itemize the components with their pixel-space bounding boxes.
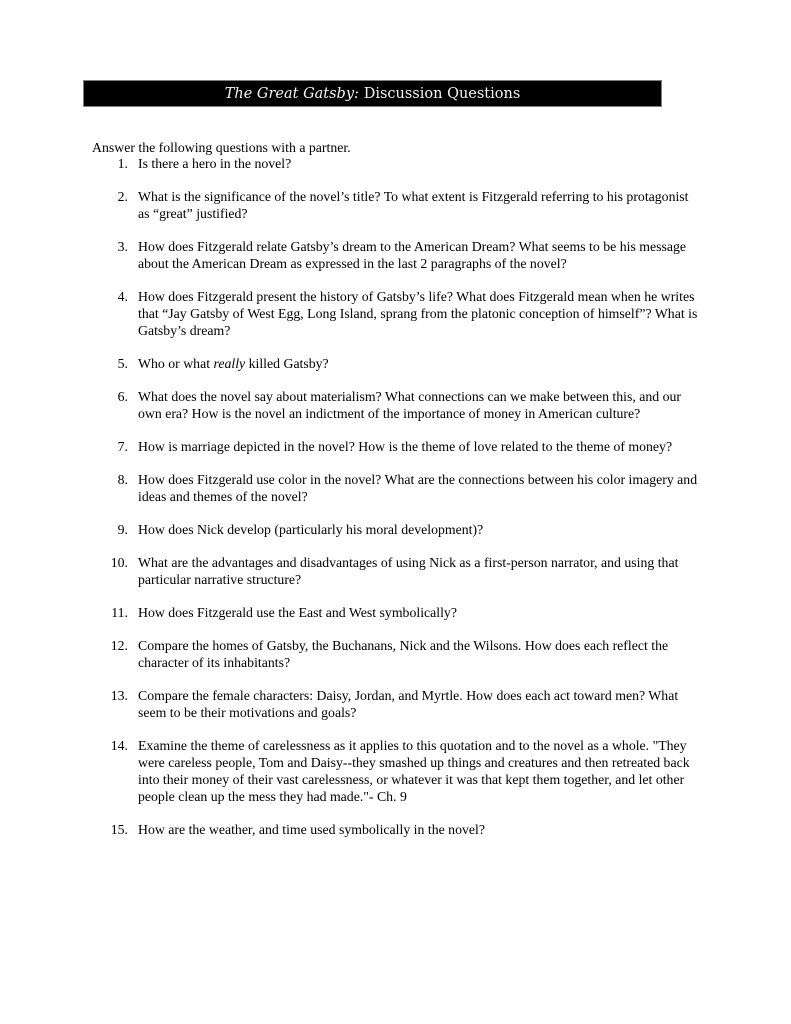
question-item xyxy=(0,521,700,538)
question-item xyxy=(0,687,700,721)
question-text: How does Fitzgerald relate Gatsby’s dream to the American Dream? What seems to be his message about the American Dream as expressed in the last 2 paragraphs of the novel? xyxy=(138,239,687,271)
question-number: 1. xyxy=(117,156,128,171)
question-number: 5. xyxy=(117,356,128,371)
question-number: 7. xyxy=(117,439,128,454)
question-text: How is marriage depicted in the novel? How is the theme of love related to the theme of money? xyxy=(138,439,673,454)
question-number: 2. xyxy=(117,189,128,204)
question-text: Who or what really killed Gatsby? xyxy=(138,356,329,371)
question-number: 11. xyxy=(111,605,128,620)
question-text: Compare the homes of Gatsby, the Buchanans, Nick and the Wilsons. How does each reflect the character of its inhabitants? xyxy=(138,638,669,670)
question-item xyxy=(0,554,700,588)
question-number: 3. xyxy=(117,239,128,254)
question-text: How does Fitzgerald use color in the novel? What are the connections between his color imagery and ideas and themes of the novel? xyxy=(138,472,698,504)
question-item xyxy=(0,238,700,272)
document-title-novel: The Great Gatsby: xyxy=(224,85,359,102)
document-title-subtitle: Discussion Questions xyxy=(363,85,521,102)
question-list xyxy=(0,155,700,854)
question-number: 6. xyxy=(117,389,128,404)
question-item xyxy=(0,471,700,505)
question-number: 13. xyxy=(110,688,128,703)
question-text: How does Nick develop (particularly his moral development)? xyxy=(138,522,484,537)
question-item xyxy=(0,637,700,671)
question-text: How are the weather, and time used symbolically in the novel? xyxy=(138,822,485,837)
intro-instruction: Answer the following questions with a partner. xyxy=(92,139,351,155)
question-text: Examine the theme of carelessness as it applies to this quotation and to the novel as a whole. "They were careless people, Tom and Daisy--they smashed up things and creatures and then retreated back into their money of their vast carelessness, or whatever it was that kept them together, and let other people clean up the mess they had made."- Ch. 9 xyxy=(138,738,690,804)
question-text: How does Fitzgerald use the East and West symbolically? xyxy=(138,605,457,620)
question-number: 14. xyxy=(110,738,128,753)
question-number: 9. xyxy=(117,522,128,537)
question-number: 15. xyxy=(110,822,128,837)
question-text: What are the advantages and disadvantages of using Nick as a first-person narrator, and using that particular narrative structure? xyxy=(138,555,679,587)
question-text: What is the significance of the novel’s title? To what extent is Fitzgerald referring to his protagonist as “great” justified? xyxy=(138,189,689,221)
question-item xyxy=(0,438,700,455)
question-number: 8. xyxy=(117,472,128,487)
question-item xyxy=(0,188,700,222)
question-text: Compare the female characters: Daisy, Jordan, and Myrtle. How does each act toward men? What seem to be their motivations and goals? xyxy=(138,688,679,720)
title-bar xyxy=(83,80,662,107)
question-item xyxy=(0,388,700,422)
question-number: 4. xyxy=(117,289,128,304)
question-number: 10. xyxy=(110,555,128,570)
question-text: What does the novel say about materialism? What connections can we make between this, and our own era? How is the novel an indictment of the importance of money in American culture? xyxy=(138,389,682,421)
question-number: 12. xyxy=(110,638,128,653)
question-item xyxy=(0,737,700,805)
question-item xyxy=(0,821,700,838)
question-text: How does Fitzgerald present the history of Gatsby’s life? What does Fitzgerald mean when he writes that “Jay Gatsby of West Egg, Long Island, sprang from the platonic conception of himself”? What is Gatsby’s dream? xyxy=(138,289,698,338)
question-text: Is there a hero in the novel? xyxy=(138,156,292,171)
question-item xyxy=(0,155,700,172)
question-item xyxy=(0,604,700,621)
question-item xyxy=(0,288,700,339)
question-item xyxy=(0,355,700,372)
